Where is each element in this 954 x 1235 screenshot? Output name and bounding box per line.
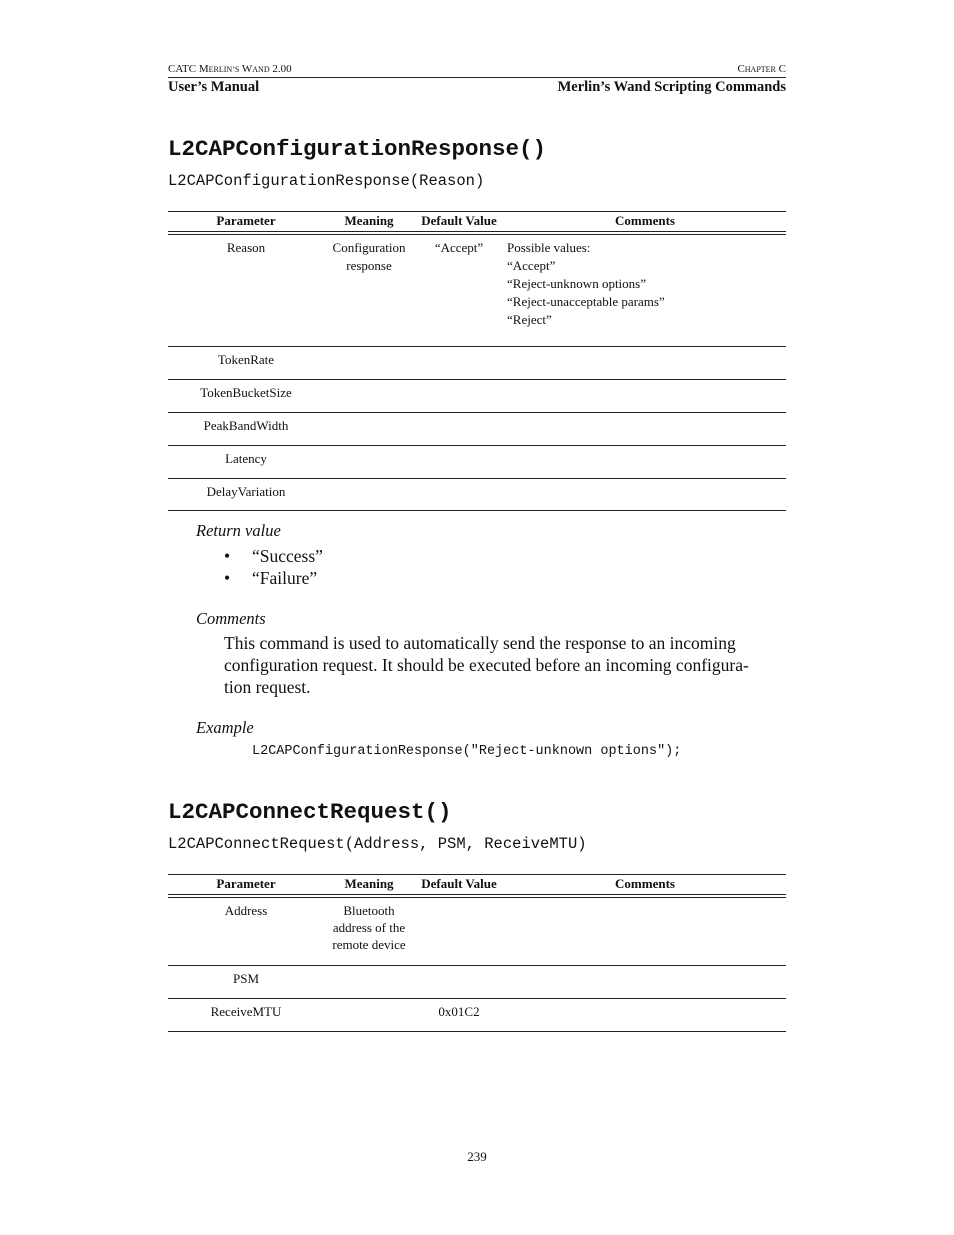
column-header: Default Value [421, 213, 497, 228]
column-header: Default Value [421, 876, 497, 891]
param-name: PeakBandWidth [203, 418, 289, 433]
comments-label: Comments [196, 609, 266, 628]
table-row [168, 413, 786, 446]
param-name: Latency [225, 451, 267, 466]
table-row [168, 479, 786, 511]
table-header-row [168, 875, 786, 894]
param-default: 0x01C2 [438, 1004, 480, 1019]
param-default: “Accept” [434, 240, 484, 255]
column-header: Meaning [344, 876, 394, 891]
param-name: PSM [232, 971, 260, 986]
example-code: L2CAPConfigurationResponse("Reject-unknown options"); [252, 744, 682, 759]
header-rule [168, 77, 786, 78]
page-number: 239 [467, 1149, 487, 1164]
table-row [168, 239, 786, 347]
table-header-double-rule [168, 894, 786, 898]
parameter-table [168, 874, 786, 1032]
column-header: Meaning [344, 213, 394, 228]
example-label: Example [196, 718, 254, 737]
list-item: • “Success” [224, 546, 323, 566]
column-header: Comments [615, 876, 675, 891]
return-value-label: Return value [196, 521, 281, 540]
function-signature: L2CAPConfigurationResponse(Reason) [168, 172, 485, 190]
parameter-table [168, 211, 786, 511]
function-signature: L2CAPConnectRequest(Address, PSM, ReceiveMTU) [168, 835, 587, 853]
table-header-row [168, 212, 786, 231]
param-name: Address [224, 903, 268, 918]
table-row [168, 446, 786, 479]
table-row [168, 380, 786, 413]
table-row [168, 966, 786, 999]
table-row [168, 999, 786, 1032]
param-comments: Possible values: “Accept” “Reject-unknown options” “Reject-unacceptable params” “Reject” [507, 240, 665, 327]
chapter-label: CHAPTER C [737, 63, 786, 75]
param-name: TokenRate [217, 352, 275, 367]
table-header-double-rule [168, 231, 786, 235]
column-header: Comments [615, 213, 675, 228]
param-meaning: Bluetooth address of the remote device [332, 903, 406, 952]
manual-title: User’s Manual [168, 79, 260, 95]
section-title: L2CAPConnectRequest() [168, 799, 452, 825]
column-header: Parameter [216, 213, 276, 228]
table-row [168, 347, 786, 380]
product-name: CATC MERLIN’S WAND 2.00 [168, 63, 292, 75]
table-row [168, 902, 786, 966]
return-value-list [224, 546, 323, 589]
param-name: Reason [226, 240, 266, 255]
param-name: DelayVariation [206, 484, 286, 499]
section-title: L2CAPConfigurationResponse() [168, 136, 547, 162]
column-header: Parameter [216, 876, 276, 891]
param-meaning: Configuration response [332, 240, 406, 273]
chapter-title: Merlin’s Wand Scripting Commands [557, 79, 786, 95]
comments-paragraph: This command is used to automatically send the response to an incoming configuration request. It should be executed before an incoming configura- tion request. [224, 633, 749, 697]
param-name: TokenBucketSize [200, 385, 292, 400]
param-name: ReceiveMTU [210, 1004, 282, 1019]
list-item: • “Failure” [224, 567, 318, 588]
